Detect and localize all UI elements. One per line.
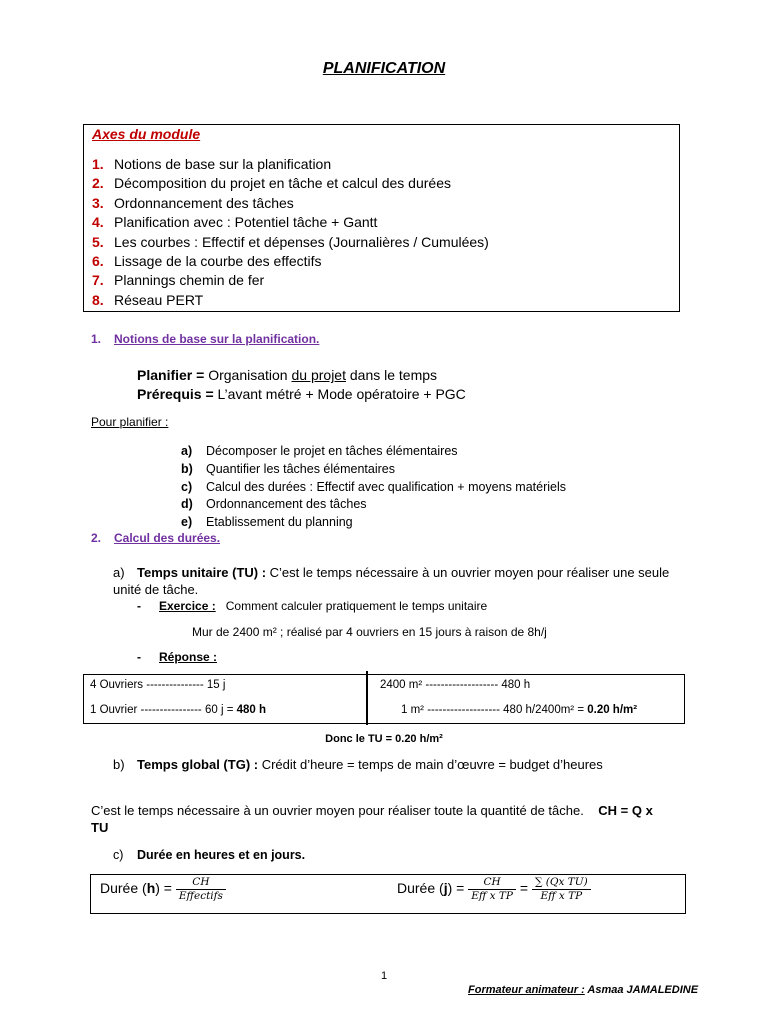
axes-item-text: Réseau PERT — [114, 291, 204, 308]
planning-step-letter: b) — [181, 461, 193, 476]
formula-h-var: h — [146, 880, 156, 897]
fraction-sum — [532, 876, 591, 903]
page-number: 1 — [380, 970, 388, 982]
axes-item-text: Notions de base sur la planification — [114, 156, 332, 172]
formula-h-prefix: Durée ( — [100, 880, 147, 897]
section-2-number: 2. — [91, 531, 102, 545]
temps-global-paragraph — [91, 802, 671, 836]
fraction-days — [468, 876, 516, 903]
formula-hours — [100, 876, 226, 903]
axes-item — [92, 271, 489, 290]
planifier-label: Planifier — [137, 367, 193, 383]
fraction-days-numerator: CH — [468, 876, 516, 890]
planning-step-letter: c) — [181, 479, 193, 494]
axes-item-text: Planification avec : Potentiel tâche + Gantt — [114, 214, 378, 231]
axes-item — [92, 291, 489, 310]
planning-step — [181, 496, 566, 514]
table-r2c1 — [90, 704, 266, 716]
axes-item-text: Lissage de la courbe des effectifs — [114, 253, 322, 270]
table-r2c2-text: 1 m² ------------------- 480 h/2400m² = — [401, 704, 588, 716]
planifier-text-a: Organisation — [208, 367, 292, 383]
ch-formula: CH = Q x TU — [91, 803, 653, 835]
table-r1c1: 4 Ouvriers --------------- 15 j — [90, 679, 226, 691]
prerequis-text: L’avant métré + Mode opératoire + PGC — [213, 386, 466, 402]
planifier-definition — [137, 367, 437, 383]
donc-tu: Donc le TU = 0.20 h/m² — [325, 733, 443, 745]
planifier-equals: = — [192, 367, 209, 383]
b-letter: b) — [113, 757, 125, 772]
reponse-label: Réponse : — [159, 650, 218, 664]
axes-item-number: 5. — [92, 233, 104, 250]
axes-item — [92, 155, 489, 174]
a-letter: a) — [113, 565, 125, 580]
prerequis-definition — [137, 386, 466, 402]
footer-name: Asmaa JAMALEDINE — [584, 984, 699, 996]
page-title: PLANIFICATION — [322, 60, 446, 77]
duree-heading — [113, 848, 305, 862]
temps-unitaire-label: Temps unitaire (TU) : — [137, 565, 267, 580]
planning-steps — [181, 443, 566, 532]
duree-label: Durée en heures et en jours. — [137, 848, 306, 862]
axes-item-text: Ordonnancement des tâches — [114, 194, 294, 211]
section-2-heading — [91, 531, 220, 545]
planning-step — [181, 514, 566, 532]
planning-step-text: Décomposer le projet en tâches élémentaires — [206, 444, 458, 458]
planifier-text-b: dans le temps — [345, 367, 438, 383]
table-r2c1-text: 1 Ouvrier ---------------- 60 j = — [90, 704, 237, 716]
exercice-text: Comment calculer pratiquement le temps unitaire — [225, 599, 488, 613]
formula-j-suffix: ) = — [447, 880, 469, 897]
temps-unitaire — [113, 564, 683, 598]
formula-h-suffix: ) = — [155, 880, 176, 897]
reponse-dash: - — [137, 650, 141, 664]
exercice-dash: - — [137, 599, 141, 613]
footer — [468, 984, 698, 996]
reponse-table-divider — [366, 671, 368, 725]
temps-global — [113, 756, 643, 773]
footer-label: Formateur animateur : — [468, 984, 585, 996]
section-1-number: 1. — [91, 332, 102, 346]
planning-step-letter: a) — [181, 444, 193, 458]
axes-item — [92, 213, 489, 232]
exercice-label: Exercice : — [159, 599, 216, 613]
axes-item — [92, 194, 489, 213]
axes-item-number: 7. — [92, 272, 104, 289]
fraction-sum-denominator: Eff x TP — [540, 890, 583, 902]
planning-step-letter: d) — [181, 497, 193, 512]
section-1-heading — [91, 332, 319, 346]
axes-item — [92, 233, 489, 252]
planning-step — [181, 443, 566, 461]
temps-global-para-text: C’est le temps nécessaire à un ouvrier moyen pour réaliser toute la quantité de tâche. — [91, 803, 584, 818]
formula-equals: = — [515, 880, 532, 897]
table-r2c2 — [401, 704, 637, 716]
planning-step — [181, 479, 566, 497]
temps-global-text: Crédit d’heure = temps de main d’œuvre = budget d’heures — [258, 757, 603, 772]
temps-unitaire-text: C’est le temps nécessaire à un ouvrier moyen pour réaliser une seule unité de tâche. — [113, 565, 670, 597]
planning-step-letter: e) — [181, 515, 193, 530]
axes-item-text: Décomposition du projet en tâche et calcul des durées — [114, 175, 451, 192]
table-r1c2: 2400 m² ------------------- 480 h — [380, 679, 531, 691]
exercice-data: Mur de 2400 m² ; réalisé par 4 ouvriers en 15 jours à raison de 8h/j — [192, 625, 547, 639]
section-1-title: Notions de base sur la planification. — [114, 332, 320, 346]
axes-item-text: Les courbes : Effectif et dépenses (Journalières / Cumulées) — [114, 233, 489, 250]
temps-global-label: Temps global (TG) : — [137, 757, 259, 772]
fraction-hours — [176, 876, 226, 903]
planning-step-text: Quantifier les tâches élémentaires — [206, 461, 395, 476]
fraction-sum-numerator: ∑ (Qx TU) — [532, 876, 591, 890]
planning-step-text: Etablissement du planning — [206, 515, 353, 530]
fraction-days-denominator: Eff x TP — [471, 890, 513, 902]
c-letter: c) — [113, 848, 124, 862]
pour-planifier-label: Pour planifier : — [91, 415, 169, 429]
formula-j-prefix: Durée ( — [397, 880, 444, 897]
planning-step-text: Ordonnancement des tâches — [206, 497, 367, 512]
axes-item-number: 3. — [92, 194, 104, 211]
formula-days — [397, 876, 591, 903]
axes-item — [92, 174, 489, 193]
table-r2c1-result: 480 h — [236, 704, 267, 716]
axes-item — [92, 252, 489, 271]
table-r2c2-result: 0.20 h/m² — [587, 704, 638, 716]
axes-heading: Axes du module — [92, 126, 201, 142]
reponse-line — [137, 650, 217, 664]
planning-step — [181, 461, 566, 479]
planning-step-text: Calcul des durées : Effectif avec qualification + moyens matériels — [206, 479, 567, 494]
axes-list — [92, 155, 489, 310]
planifier-text-underlined: du projet — [291, 367, 346, 383]
axes-item-number: 4. — [92, 214, 104, 231]
axes-item-number: 6. — [92, 253, 104, 270]
section-2-title: Calcul des durées. — [114, 531, 221, 545]
fraction-hours-denominator: Effectifs — [178, 890, 223, 902]
axes-item-number: 1. — [92, 156, 104, 172]
prerequis-label: Prérequis = — [137, 386, 214, 402]
formula-j-var: j — [443, 880, 448, 897]
fraction-hours-numerator: CH — [176, 876, 226, 890]
axes-item-text: Plannings chemin de fer — [114, 272, 265, 289]
axes-item-number: 2. — [92, 175, 104, 192]
exercice-line — [137, 599, 487, 613]
axes-item-number: 8. — [92, 291, 104, 308]
